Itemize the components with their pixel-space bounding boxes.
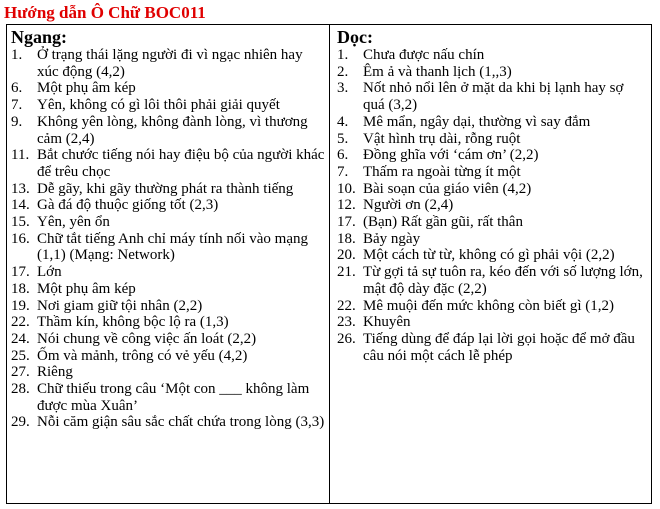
clue-number: 16. — [11, 230, 30, 247]
clue-text: Ở trạng thái lặng người đi vì ngạc nhiên hay xúc động (4,2) — [37, 47, 303, 80]
clue-number: 13. — [11, 180, 30, 197]
clue-number: 15. — [11, 214, 30, 231]
clue-item — [337, 331, 647, 364]
clue-number: 22. — [11, 314, 30, 331]
clue-number: 21. — [337, 264, 356, 281]
clue-number: 7. — [337, 163, 349, 180]
clue-text: Mê mẩn, ngây dại, thường vì say đắm — [363, 113, 591, 130]
clue-item — [11, 364, 325, 381]
clue-text: Không yên lòng, không đành lòng, vì thương cảm (2,4) — [37, 113, 308, 147]
clue-number: 2. — [337, 63, 349, 80]
clue-text: Dễ gãy, khi gãy thường phát ra thành tiếng — [37, 180, 294, 197]
clue-text: Tiếng dùng để đáp lại lời gọi hoặc để mở đầu câu nói một cách lễ phép — [363, 330, 635, 364]
clue-text: Lớn — [37, 264, 62, 281]
clue-number: 22. — [337, 297, 356, 314]
clue-item — [11, 331, 325, 348]
clue-number: 23. — [337, 314, 356, 331]
clue-item — [337, 264, 647, 297]
clue-number: 4. — [337, 113, 349, 130]
clue-text: Thầm kín, không bộc lộ ra (1,3) — [37, 314, 229, 331]
clue-item — [337, 131, 647, 148]
clue-text: Chữ thiếu trong câu ‘Một con ___ không làm được mùa Xuân’ — [37, 381, 310, 414]
clue-item — [11, 314, 325, 331]
clue-text: Bài soạn của giáo viên (4,2) — [363, 180, 532, 197]
clue-text: Riêng — [37, 364, 73, 381]
clue-text: Một phụ âm kép — [37, 80, 136, 97]
clue-item — [11, 47, 325, 80]
clue-item — [11, 281, 325, 298]
clue-text: Một phụ âm kép — [37, 280, 136, 297]
clue-number: 1. — [337, 47, 349, 63]
clue-number: 27. — [11, 364, 30, 381]
clue-text: Ốm và mảnh, trông có vẻ yếu (4,2) — [37, 347, 248, 364]
clue-number: 14. — [11, 197, 30, 214]
clue-item — [337, 64, 647, 81]
clue-number: 17. — [337, 214, 356, 231]
clue-item — [337, 197, 647, 214]
clue-item — [11, 264, 325, 281]
clue-text: Đồng ghĩa với ‘cám ơn’ (2,2) — [363, 147, 539, 164]
column-divider — [329, 25, 330, 503]
clue-text: Một cách từ từ, không có gì phải vội (2,2) — [363, 247, 615, 264]
clue-table — [6, 24, 652, 504]
clue-number: 3. — [337, 80, 349, 97]
clue-number: 29. — [11, 414, 30, 431]
clue-number: 20. — [337, 247, 356, 264]
clue-item — [11, 348, 325, 365]
clue-item — [11, 147, 325, 180]
clue-number: 1. — [11, 47, 23, 63]
clue-text: Nói chung về công việc ấn loát (2,2) — [37, 330, 257, 347]
clue-text: Gà đá độ thuộc giống tốt (2,3) — [37, 197, 219, 214]
clue-item — [11, 181, 325, 198]
clue-number: 5. — [337, 130, 349, 147]
clue-item — [337, 47, 647, 64]
clue-item — [11, 97, 325, 114]
across-list — [11, 47, 325, 431]
clue-number: 11. — [11, 147, 30, 164]
clue-number: 28. — [11, 381, 30, 398]
clue-text: Mê muội đến mức không còn biết gì (1,2) — [363, 297, 615, 314]
clue-number: 6. — [337, 147, 349, 164]
clue-item — [337, 181, 647, 198]
clue-number: 18. — [11, 280, 30, 297]
clue-text: Bắt chước tiếng nói hay điệu bộ của người khác để trêu chọc — [37, 147, 325, 180]
across-column — [11, 25, 325, 503]
clue-number: 26. — [337, 330, 356, 347]
clue-item — [337, 231, 647, 248]
clue-text: (Bạn) Rất gần gũi, rất thân — [363, 214, 523, 231]
clue-text: Bảy ngày — [363, 230, 421, 247]
clue-item — [337, 80, 647, 113]
clue-text: Yên, yên ổn — [37, 214, 110, 231]
clue-text: Vật hình trụ dài, rỗng ruột — [363, 130, 521, 147]
clue-number: 19. — [11, 297, 30, 314]
clue-text: Chưa được nấu chín — [363, 47, 485, 63]
clue-text: Êm ả và thanh lịch (1,,3) — [363, 63, 512, 80]
clue-item — [11, 114, 325, 147]
clue-text: Nơi giam giữ tội nhân (2,2) — [37, 297, 203, 314]
clue-item — [11, 80, 325, 97]
clue-item — [337, 298, 647, 315]
clue-text: Thấm ra ngoài từng ít một — [363, 163, 521, 180]
clue-number: 6. — [11, 80, 23, 97]
clue-item — [11, 381, 325, 414]
clue-text: Nốt nhỏ nổi lên ở mặt da khi bị lạnh hay sợ quá (3,2) — [363, 80, 624, 114]
clue-text: Yên, không có gì lôi thôi phải giải quyết — [37, 97, 280, 114]
clue-item — [11, 231, 325, 264]
across-heading: Ngang: — [11, 27, 68, 47]
clue-text: Người ơn (2,4) — [363, 197, 454, 214]
clue-text: Từ gợi tả sự tuôn ra, kéo đến với số lượng lớn, mật độ dày đặc (2,2) — [363, 264, 643, 297]
clue-number: 25. — [11, 347, 30, 364]
clue-text: Nỗi căm giận sâu sắc chất chứa trong lòng (3,3) — [37, 414, 325, 431]
clue-number: 7. — [11, 97, 23, 114]
clue-item — [11, 197, 325, 214]
down-list — [337, 47, 647, 364]
clue-item — [337, 147, 647, 164]
clue-item — [337, 164, 647, 181]
clue-text: Chữ tắt tiếng Anh chỉ máy tính nối vào mạng (1,1) (Mạng: Network) — [37, 230, 309, 264]
page-title: Hướng dẫn Ô Chữ BOC011 — [4, 3, 206, 22]
clue-number: 18. — [337, 230, 356, 247]
down-column — [337, 25, 647, 503]
clue-number: 10. — [337, 180, 356, 197]
clue-number: 17. — [11, 264, 30, 281]
clue-item — [11, 414, 325, 431]
clue-number: 9. — [11, 113, 23, 130]
clue-number: 12. — [337, 197, 356, 214]
clue-item — [11, 298, 325, 315]
clue-text: Khuyên — [363, 314, 411, 331]
clue-item — [337, 247, 647, 264]
clue-number: 24. — [11, 330, 30, 347]
clue-item — [337, 214, 647, 231]
down-heading: Dọc: — [337, 27, 373, 47]
clue-item — [337, 314, 647, 331]
clue-item — [11, 214, 325, 231]
clue-item — [337, 114, 647, 131]
